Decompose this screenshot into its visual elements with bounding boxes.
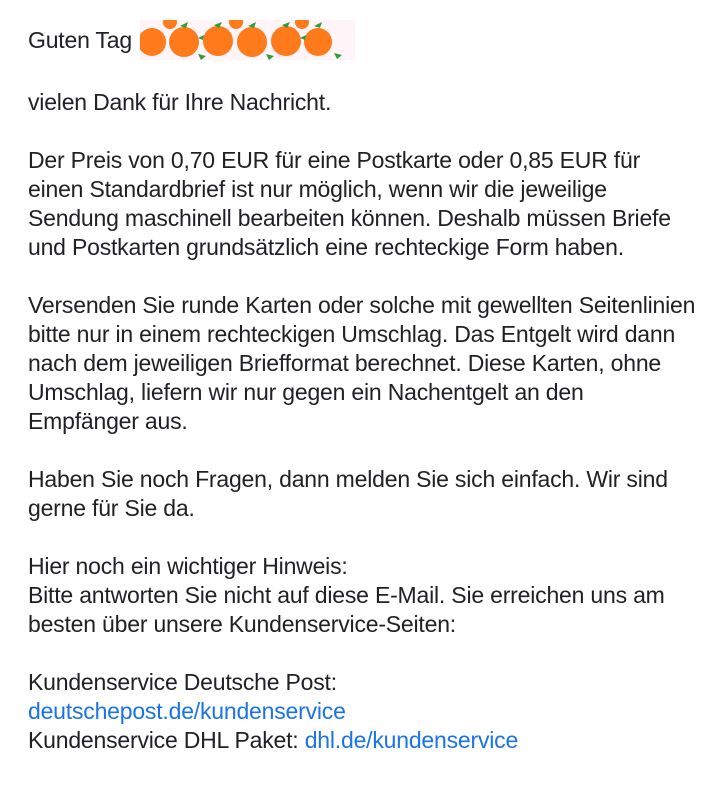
intro-text: vielen Dank für Ihre Nachricht. (28, 89, 332, 115)
orange-fruit-icon (140, 20, 355, 60)
greeting-line (28, 20, 698, 60)
email-body (28, 20, 698, 755)
price-paragraph: Der Preis von 0,70 EUR für eine Postkarte oder 0,85 EUR für einen Standardbrief ist nur möglich, wenn wir die jeweilige Sendung maschinell bearbeiten können. Deshalb müssen Briefe und Postkarten grundsätzlich eine rechteckige Form haben. (28, 147, 671, 260)
cards-paragraph: Versenden Sie runde Karten oder solche mit gewellten Seitenlinien bitte nur in einem rechteckigen Umschlag. Das Entgelt wird dann nach dem jeweiligen Briefformat berechnet. Diese Karten, ohne Umschlag, liefern wir nur gegen ein Nachentgelt an den Empfänger aus. (28, 292, 696, 434)
notice-text: Bitte antworten Sie nicht auf diese E-Mail. Sie erreichen uns am besten über unsere Kundenservice-Seiten: (28, 582, 665, 637)
notice-block (28, 552, 698, 639)
redaction-sticker-icon (140, 20, 355, 60)
dhl-service-line (28, 726, 698, 755)
greeting-text: Guten Tag (28, 26, 132, 53)
dhl-service-link[interactable]: dhl.de/kundenservice (304, 727, 519, 753)
notice-heading: Hier noch ein wichtiger Hinweis: (28, 553, 348, 579)
service-block (28, 668, 698, 755)
post-service-link[interactable]: deutschepost.de/kundenservice (28, 698, 346, 724)
dhl-service-label: Kundenservice DHL Paket: (28, 727, 299, 753)
questions-paragraph: Haben Sie noch Fragen, dann melden Sie sich einfach. Wir sind gerne für Sie da. (28, 466, 668, 521)
post-service-label: Kundenservice Deutsche Post: (28, 669, 337, 695)
